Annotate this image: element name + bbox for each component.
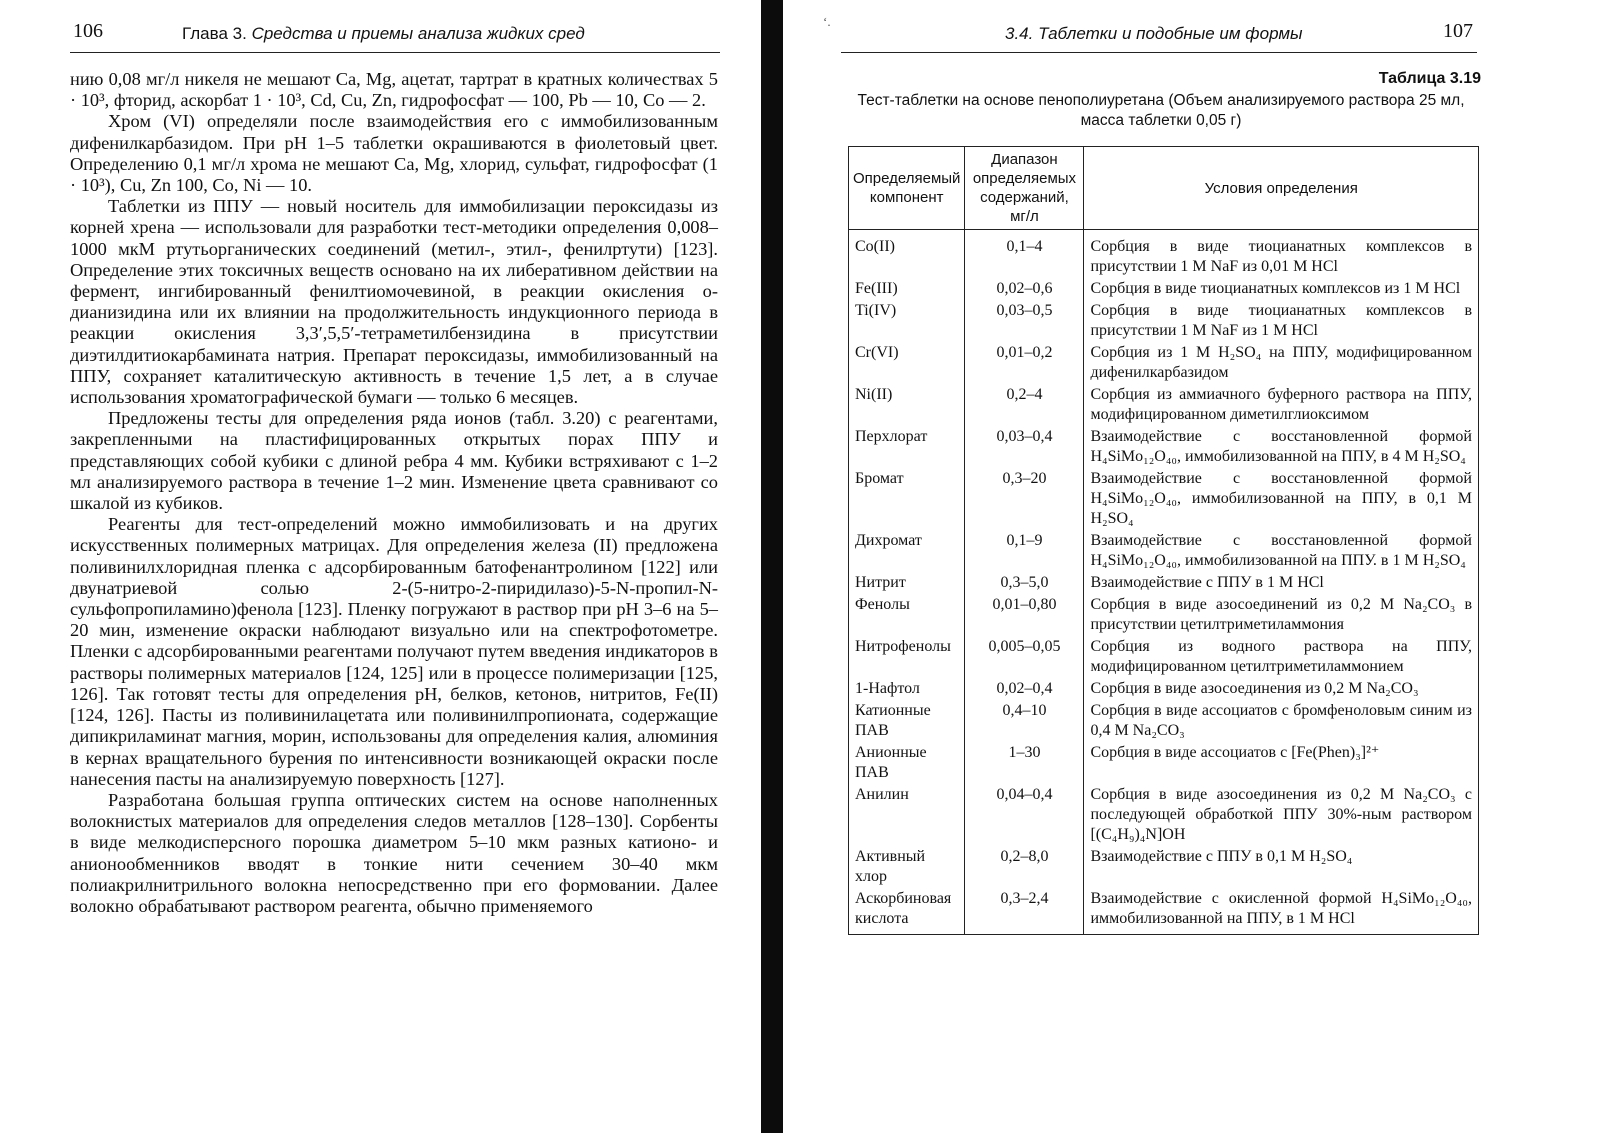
cell-component: Fe(III) xyxy=(849,278,965,300)
cell-range: 0,03–0,5 xyxy=(965,300,1084,342)
section-title: 3.4. Таблетки и подобные им формы xyxy=(1005,24,1303,43)
cell-range: 0,1–9 xyxy=(965,530,1084,572)
paragraph: Реагенты для тест-определений можно иммобилизовать и на других искусственных полимерных матрицах. Для определения железа (II) предложена поливинилхлоридная пленка с адсорбированным батофенантролином [122] или двунатриевой солью 2-(5-нитро-2-пиридилазо)-5-N-пропил-N-сульфопропиламино)фенола [123]. Пленку погружают в раствор при рН 3–6 на 5–20 мин, изменение окраски наблюдают визуально или на спектрофотометре. Пленки с адсорбированными реагентами получают путем введения индикаторов в растворы полимерных материалов [124, 125] или в процессе полимеризации [125, 126]. Так готовят тесты для определения рН, белков, кетонов, нитритов, Fe(II) [124, 126]. Пасты из поливинилацетата или поливинилпропионата, содержащие дипикриламинат магния, морин, использованы для определения калия, алюминия в кернах вращательного бурения по интенсивности возникающей окраски после нанесения пасты на анализируемую поверхность [127]. xyxy=(70,514,718,789)
cell-conditions: Сорбция из 1 М H₂SO₄ на ППУ, модифицированном дифенилкарбазидом xyxy=(1084,342,1479,384)
cell-range: 0,01–0,80 xyxy=(965,594,1084,636)
table-row xyxy=(849,888,1479,935)
table-body xyxy=(849,230,1479,935)
chapter-label: Глава 3. xyxy=(182,24,247,43)
table-row xyxy=(849,700,1479,742)
cell-range: 0,2–8,0 xyxy=(965,846,1084,888)
cell-conditions: Сорбция в виде азосоединений из 0,2 М Na₂CO₃ в присутствии цетилтриметиламмония xyxy=(1084,594,1479,636)
cell-component: Аскорбиновая кислота xyxy=(849,888,965,935)
right-running-header xyxy=(841,18,1477,53)
cell-component: Нитрофенолы xyxy=(849,636,965,678)
cell-component: Бромат xyxy=(849,468,965,530)
cell-conditions: Сорбция в виде тиоцианатных комплексов в присутствии 1 М NaF из 1 М HCl xyxy=(1084,300,1479,342)
cell-component: Ti(IV) xyxy=(849,300,965,342)
cell-component: Перхлорат xyxy=(849,426,965,468)
table-row xyxy=(849,230,1479,279)
cell-component: Дихромат xyxy=(849,530,965,572)
cell-range: 0,005–0,05 xyxy=(965,636,1084,678)
table-row xyxy=(849,846,1479,888)
cell-component: Активный хлор xyxy=(849,846,965,888)
cell-conditions: Сорбция в виде азосоединения из 0,2 М Na₂CO₃ xyxy=(1084,678,1479,700)
chapter-title xyxy=(182,24,585,44)
right-page-number: 107 xyxy=(1443,20,1473,42)
table-title: Тест-таблетки на основе пенополиуретана (Объем анализируемого раствора 25 мл, масса таблетки 0,05 г) xyxy=(857,92,1465,129)
cell-range: 0,01–0,2 xyxy=(965,342,1084,384)
table-row xyxy=(849,572,1479,594)
cell-range: 0,1–4 xyxy=(965,230,1084,279)
cell-conditions: Взаимодействие с восстановленной формой H₄SiMo₁₂O₄₀, иммобилизованной на ППУ, в 4 М H₂SO₄ xyxy=(1084,426,1479,468)
table-row xyxy=(849,426,1479,468)
corner-mark: ‘. xyxy=(823,14,831,29)
table-row xyxy=(849,594,1479,636)
right-page xyxy=(783,0,1600,1133)
table-header-row xyxy=(849,147,1479,230)
data-table xyxy=(848,146,1479,935)
left-page xyxy=(0,0,761,1133)
cell-range: 0,4–10 xyxy=(965,700,1084,742)
book-spine xyxy=(761,0,783,1133)
chapter-name: Средства и приемы анализа жидких сред xyxy=(251,24,585,43)
cell-component: Фенолы xyxy=(849,594,965,636)
table-row xyxy=(849,342,1479,384)
cell-range: 0,04–0,4 xyxy=(965,784,1084,846)
cell-range: 0,3–5,0 xyxy=(965,572,1084,594)
table-caption xyxy=(841,70,1481,131)
paragraph: Таблетки из ППУ — новый носитель для иммобилизации пероксидазы из корней хрена — использовали для разработки тест-методики определения 0,008–1000 мкМ ртутьорганических соединений (метил-, этил-, фенилртути) [123]. Определение этих токсичных веществ основано на их либеративном действии на фермент, ингибированный фенилтиомочевиной, в реакции окисления о-дианизидина или их влиянии на продолжительность индукционного периода в реакции окисления 3,3′,5,5′-тетраметилбензидина в присутствии диэтилдитиокарбамината натрия. Препарат пероксидазы, иммобилизованный на ППУ, сохраняет каталитическую активность в течение 1,5 лет, а в случае использования хроматографической бумаги — только 6 месяцев. xyxy=(70,196,718,408)
cell-conditions: Сорбция в виде азосоединения из 0,2 М Na₂CO₃ с последующей обработкой ППУ 30%-ным раствором [(C₄H₉)₄N]OH xyxy=(1084,784,1479,846)
cell-conditions: Сорбция в виде ассоциатов с [Fe(Phen)₃]²⁺ xyxy=(1084,742,1479,784)
cell-component: Нитрит xyxy=(849,572,965,594)
left-running-header xyxy=(70,18,720,53)
left-page-number: 106 xyxy=(73,20,103,42)
cell-conditions: Взаимодействие с окисленной формой H₄SiMo₁₂O₄₀, иммобилизованной на ППУ, в 1 М HCl xyxy=(1084,888,1479,935)
table-row xyxy=(849,678,1479,700)
cell-range: 0,02–0,6 xyxy=(965,278,1084,300)
paragraph: Разработана большая группа оптических систем на основе наполненных волокнистых материалов для определения следов металлов [128–130]. Сорбенты в виде мелкодисперсного порошка диаметром 5–10 мкм разных катионо- и анионообменников вводят в тонкие нити сечением 30–40 мкм полиакрилнитрильного волокна непосредственно при его формовании. Далее волокно обрабатывают раствором реагента, обычно применяемого xyxy=(70,789,718,916)
header-conditions: Условия определения xyxy=(1084,147,1479,230)
table-row xyxy=(849,784,1479,846)
table-row xyxy=(849,530,1479,572)
cell-conditions: Взаимодействие с восстановленной формой H₄SiMo₁₂O₄₀, иммобилизованной на ППУ. в 1 М H₂SO₄ xyxy=(1084,530,1479,572)
cell-conditions: Сорбция в виде ассоциатов с бромфеноловым синим из 0,4 М Na₂CO₃ xyxy=(1084,700,1479,742)
cell-conditions: Сорбция в виде тиоцианатных комплексов из 1 М HCl xyxy=(1084,278,1479,300)
table-row xyxy=(849,300,1479,342)
cell-component: Co(II) xyxy=(849,230,965,279)
cell-component: Анилин xyxy=(849,784,965,846)
header-range: Диапазон определяемых содержаний, мг/л xyxy=(965,147,1084,230)
paragraph: Предложены тесты для определения ряда ионов (табл. 3.20) с реагентами, закрепленными на пластифицированных открытых порах ППУ и представляющих собой кубики с длиной ребра 4 мм. Кубики встряхивают с 1–2 мл анализируемого раствора в течение 1–2 мин. Изменение цвета сравнивают со шкалой из кубиков. xyxy=(70,408,718,514)
table-row xyxy=(849,742,1479,784)
cell-range: 0,2–4 xyxy=(965,384,1084,426)
cell-component: Ni(II) xyxy=(849,384,965,426)
table-row xyxy=(849,278,1479,300)
cell-range: 0,03–0,4 xyxy=(965,426,1084,468)
cell-conditions: Взаимодействие с восстановленной формой H₄SiMo₁₂O₄₀, иммобилизованной на ППУ, в 0,1 М H₂SO₄ xyxy=(1084,468,1479,530)
cell-range: 1–30 xyxy=(965,742,1084,784)
cell-range: 0,02–0,4 xyxy=(965,678,1084,700)
cell-component: 1-Нафтол xyxy=(849,678,965,700)
cell-range: 0,3–20 xyxy=(965,468,1084,530)
paragraph: Хром (VI) определяли после взаимодействия его с иммобилизованным дифенилкарбазидом. При рН 1–5 таблетки окрашиваются в фиолетовый цвет. Определению 0,1 мг/л хрома не мешают Са, Mg, хлорид, сульфат, гидрофосфат (1 · 10³), Cu, Zn 100, Co, Ni — 10. xyxy=(70,111,718,196)
cell-range: 0,3–2,4 xyxy=(965,888,1084,935)
header-component: Определяемый компонент xyxy=(849,147,965,230)
table-label: Таблица 3.19 xyxy=(1378,70,1481,87)
table-row xyxy=(849,636,1479,678)
cell-component: Анионные ПАВ xyxy=(849,742,965,784)
left-body-text xyxy=(70,69,718,917)
cell-component: Катионные ПАВ xyxy=(849,700,965,742)
table-row xyxy=(849,384,1479,426)
paragraph: нию 0,08 мг/л никеля не мешают Са, Mg, ацетат, тартрат в кратных количествах 5 · 10³, фторид, аскорбат 1 · 10³, Cd, Cu, Zn, гидрофосфат — 100, Pb — 10, Со — 2. xyxy=(70,69,718,111)
table-row xyxy=(849,468,1479,530)
cell-conditions: Взаимодействие с ППУ в 1 М HCl xyxy=(1084,572,1479,594)
cell-conditions: Взаимодействие с ППУ в 0,1 М H₂SO₄ xyxy=(1084,846,1479,888)
cell-conditions: Сорбция из аммиачного буферного раствора на ППУ, модифицированном диметилглиоксимом xyxy=(1084,384,1479,426)
cell-conditions: Сорбция в виде тиоцианатных комплексов в присутствии 1 М NaF из 0,01 М HCl xyxy=(1084,230,1479,279)
cell-component: Cr(VI) xyxy=(849,342,965,384)
cell-conditions: Сорбция из водного раствора на ППУ, модифицированном цетилтриметиламмонием xyxy=(1084,636,1479,678)
